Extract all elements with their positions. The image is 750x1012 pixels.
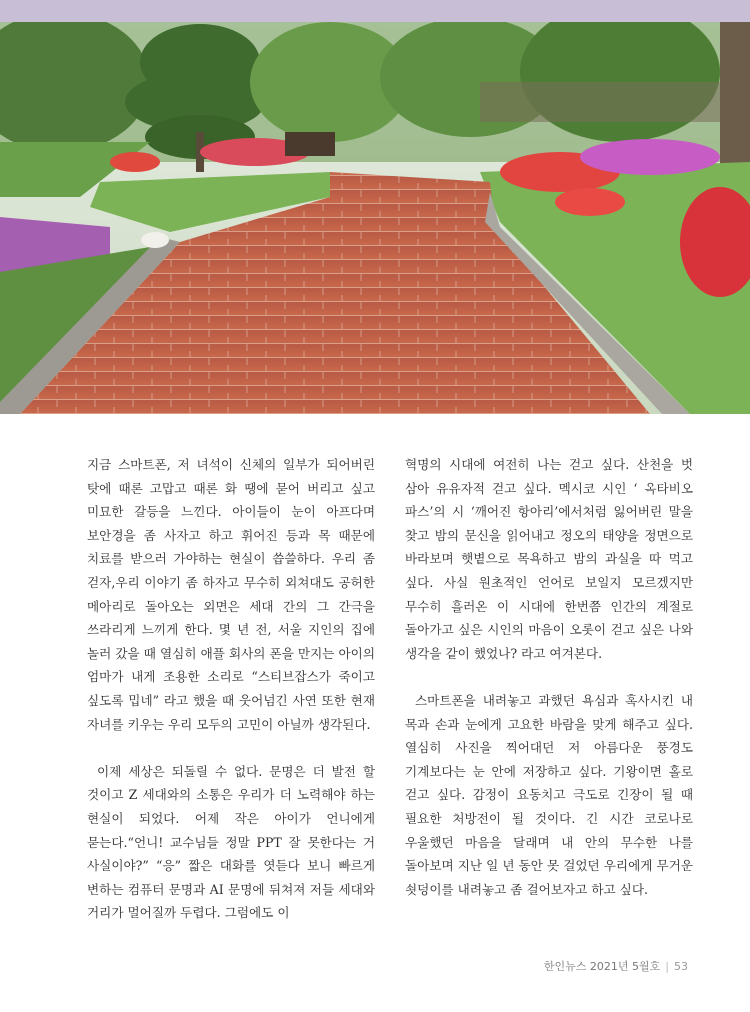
page-number: 53 [674, 960, 688, 973]
footer-separator: | [665, 960, 669, 973]
top-color-band [0, 0, 750, 22]
right-text-column [405, 453, 693, 901]
left-paragraph-1: 지금 스마트폰, 저 녀석이 신체의 일부가 되어버린 탓에 때론 고맙고 때론 화 땡에 묻어 버리고 싶고 미묘한 갈등을 느낀다. 아이들이 눈이 아프다며 보안경을 좀 사자고 하고 휘어진 등과 목 때문에 치료를 받으러 가야하는 현실이 씁쓸하다. 우리 좀 걷자,우리 이야기 좀 하자고 무수히 외쳐대도 공허한 메아리로 돌아오는 외면은 세대 간의 그 간극을 쓰라리게 느끼게 한다. 몇 년 전, 서울 지인의 집에 놀러 갔을 때 열심히 애플 회사의 폰을 만지는 아이의 엄마가 내게 조용한 소리로 “스티브잡스가 죽이고 싶도록 밉네” 라고 했을 때 웃어넘긴 사연 또한 현재 자녀를 키우는 우리 모두의 고민이 아닐까 생각된다. [87, 457, 375, 732]
paragraph-gap [405, 665, 693, 689]
park-path-photo [0, 22, 750, 414]
left-paragraph-2: 이제 세상은 되돌릴 수 없다. 문명은 더 발전 할 것이고 Z 세대와의 소통은 우리가 더 노력해야 하는 현실이 되었다. 어제 작은 아이가 언니에게 묻는다.“언니! 교수님들 정말 PPT 잘 못한다는 거 사실이야?” “응” 짧은 대화를 엿듣다 보니 빠르게 변하는 컴퓨터 문명과 AI 문명에 뒤쳐져 저들 세대와 거리가 멀어질까 두렵다. 그럼에도 이 [87, 763, 375, 921]
issue-label: 한인뉴스 2021년 5월호 [543, 960, 661, 973]
paragraph-gap [87, 736, 375, 760]
left-text-column [87, 453, 375, 925]
page-footer [544, 958, 688, 974]
right-paragraph-1: 혁명의 시대에 여전히 나는 걷고 싶다. 산천을 벗 삼아 유유자적 걷고 싶다. 멕시코 시인 ‘ 옥타비오 파스’의 시 ‘깨어진 항아리’에서처럼 잃어버린 말을 찾고 밤의 문신을 읽어내고 정오의 태양을 정면으로 바라보며 햇볕으로 목욕하고 밤의 과실을 따 먹고 싶다. 사실 원초적인 언어로 보일지 모르겠지만 무수히 흘러온 이 시대에 한번쯤 인간의 계절로 돌아가고 싶은 시인의 마음이 오롯이 걷고 싶은 나와 생각을 같이 했었나? 라고 여겨본다. [405, 457, 693, 661]
right-paragraph-2: 스마트폰을 내려놓고 과했던 욕심과 혹사시킨 내 목과 손과 눈에게 고요한 바람을 맞게 해주고 싶다. 열심히 사진을 찍어대던 저 아름다운 풍경도 기계보다는 눈 안에 저장하고 싶다. 기왕이면 홀로 걷고 싶다. 감정이 요동치고 극도로 긴장이 될 때 필요한 처방전이 될 것이다. 긴 시간 코로나로 우울했던 마음을 달래며 내 안의 무수한 나를 돌아보며 지난 일 년 동안 못 걸었던 우리에게 무거운 쇳덩이를 내려놓고 좀 걸어보자고 하고 싶다. [405, 692, 693, 897]
